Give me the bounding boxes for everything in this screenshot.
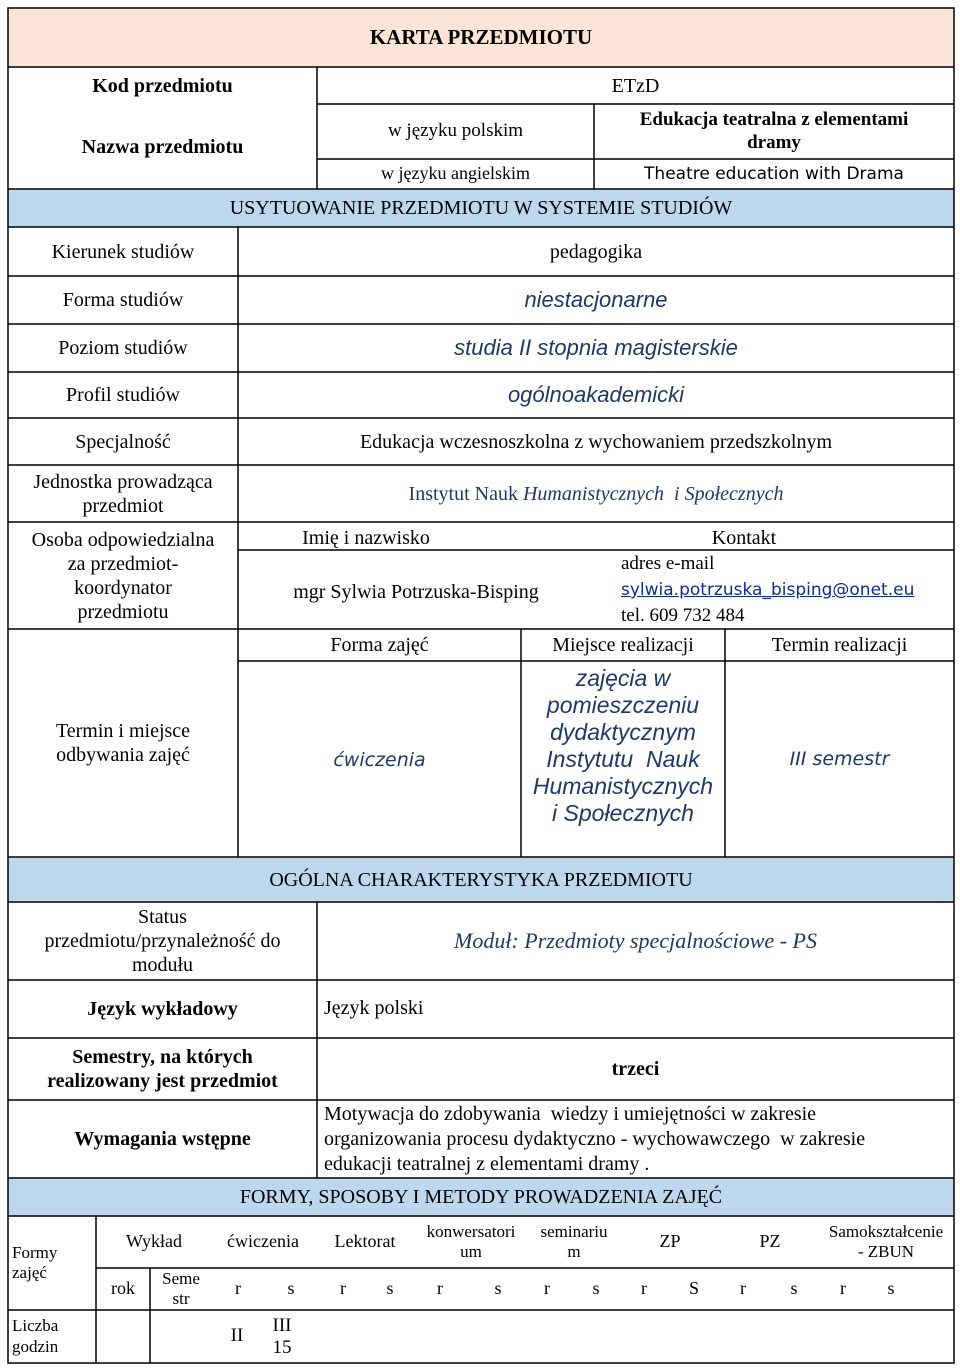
rs-cell: r [740,1278,746,1299]
poziom-value: studia II stopnia magisterskie [454,334,738,360]
kierunek-label: Kierunek studiów [51,240,195,263]
osoba-label-line-4: przedmiotu [77,600,169,623]
miejsce-line-5: Humanistycznych [532,773,714,800]
rs-cell: r [840,1278,846,1299]
header-wyklad: Wykład [126,1231,182,1252]
nazwa-label: Nazwa przedmiotu [81,135,244,158]
liczba-godzin-line-2: godzin [12,1336,59,1356]
wymagania-line-2: organizowania procesu dydaktyczno - wychowawczego w zakresie [324,1128,866,1150]
miejsce-line-4: Instytutu Nauk [546,746,700,772]
miejsce-line-6: i Społecznych [552,800,694,827]
osoba-phone: tel. 609 732 484 [621,605,745,626]
seminarium-line-2: m [567,1242,581,1261]
section-formy-heading: FORMY, SPOSOBY I METODY PROWADZENIA ZAJĘĆ [239,1186,723,1208]
status-label [8,902,317,980]
header-cwiczenia: ćwiczenia [227,1231,299,1252]
rs-cell: r [641,1278,647,1299]
jednostka-value-normal: Instytut Nauk [408,482,523,505]
header-samoksztalcenie [818,1216,954,1268]
subheader-rok: rok [111,1278,135,1299]
samoksztalcenie-line-2: - ZBUN [857,1242,915,1261]
nazwa-en-label: w języku angielskim [381,163,530,184]
termin-miejsce-header: Miejsce realizacji [552,634,694,656]
osoba-contact-header: Kontakt [711,527,777,549]
profil-value: ogólnoakademicki [507,381,685,407]
formy-row-label-line-1: Formy [12,1242,58,1262]
value-semestr-line-2: 15 [272,1336,292,1358]
status-label-line-3: modułu [131,954,194,976]
forma-value: niestacjonarne [524,286,668,312]
liczba-godzin-line-1: Liczba [12,1316,59,1336]
nazwa-pl-label: w języku polskim [387,120,524,142]
rs-cell: s [494,1278,502,1299]
jezyk-label: Język wykładowy [87,998,238,1020]
section-ogolna-heading: OGÓLNA CHARAKTERYSTYKA PRZEDMIOTU [269,869,693,891]
osoba-label-line-1: Osoba odpowiedzialna [31,528,215,551]
rs-cell: r [235,1278,241,1299]
osoba-name: mgr Sylwia Potrzuska-Bisping [293,581,539,603]
page-title: KARTA PRZEDMIOTU [369,24,593,49]
rs-cell: s [287,1278,295,1299]
status-value: Moduł: Przedmioty specjalnościowe - PS [454,927,817,953]
formy-row-label-line-2: zajęć [12,1263,47,1282]
nazwa-en-value: Theatre education with Drama [644,163,904,184]
value-semestr-line-1: III [272,1314,292,1336]
semestry-label [8,1038,317,1100]
wymagania-line-3: edukacji teatralnej z elementami dramy . [324,1153,650,1175]
termin-label [8,629,238,857]
specjalnosc-value: Edukacja wczesnoszkolna z wychowaniem przedszkolnym [359,430,833,453]
rs-subheader-row [0,1268,960,1310]
termin-termin-value: III semestr [789,748,890,770]
nazwa-pl-value [594,104,954,159]
status-label-line-1: Status [138,906,187,928]
osoba-email-label: adres e-mail [621,553,715,574]
header-lektorat: Lektorat [334,1231,396,1252]
jednostka-label-line-1: Jednostka prowadząca [33,470,213,493]
nazwa-pl-value-line-2: dramy [747,131,801,153]
jednostka-value-italic: Humanistycznych i Społecznych [522,482,784,505]
value-semestr [262,1310,302,1363]
wymagania-line-1: Motywacja do zdobywania wiedzy i umiejętności w zakresie [324,1103,817,1125]
jednostka-value-text [409,482,784,506]
rs-cell: r [340,1278,346,1299]
wymagania-label: Wymagania wstępne [74,1128,251,1150]
termin-label-line-2: odbywania zajęć [56,744,190,766]
forma-label: Forma studiów [62,289,184,311]
kierunek-value: pedagogika [549,240,643,263]
termin-termin-header: Termin realizacji [771,634,908,656]
status-label-line-2: przedmiotu/przynależność do [44,930,281,952]
rs-cell: s [386,1278,394,1299]
header-seminarium [528,1216,620,1268]
rs-cell: r [437,1278,443,1299]
miejsce-line-1: zajęcia w [575,664,671,691]
section-usytuowanie-heading: USYTUOWANIE PRZEDMIOTU W SYSTEMIE STUDIÓW [229,197,733,219]
jednostka-label [8,465,238,522]
osoba-email-link[interactable]: sylwia.potrzuska_bisping@onet.eu [621,580,915,600]
konwersatorium-line-2: um [460,1242,482,1261]
miejsce-line-3: dydaktycznym [550,718,696,745]
konwersatorium-line-1: konwersatori [426,1222,516,1242]
specjalnosc-label: Specjalność [75,430,171,453]
jednostka-label-line-2: przedmiot [82,494,164,517]
nazwa-pl-value-line-1: Edukacja teatralna z elementami [639,108,909,130]
termin-miejsce-value [521,662,725,830]
rs-cell: s [592,1278,600,1299]
rs-cell: s [790,1278,798,1299]
samoksztalcenie-line-1: Samokształcenie [828,1222,944,1242]
profil-label: Profil studiów [66,384,180,406]
semestry-label-line-1: Semestry, na których [72,1046,253,1068]
semestr-line-1: Seme [162,1269,200,1289]
osoba-label-line-3: koordynator [74,576,172,599]
termin-forma-header: Forma zajęć [330,634,429,656]
header-pz: PZ [759,1231,781,1252]
miejsce-line-2: pomieszczeniu [546,691,700,718]
rs-cell: r [544,1278,550,1299]
header-zp: ZP [659,1231,681,1252]
termin-forma-value: ćwiczenia [333,749,426,771]
kod-label: Kod przedmiotu [92,74,233,97]
jednostka-value [238,465,954,522]
poziom-label: Poziom studiów [58,337,188,359]
semestry-label-line-2: realizowany jest przedmiot [47,1070,278,1092]
jezyk-value: Język polski [324,997,424,1019]
rs-cell: S [688,1278,699,1299]
seminarium-line-1: seminariu [540,1222,608,1242]
rs-cell: s [887,1278,895,1299]
value-rok: II [230,1325,244,1347]
header-konwersatorium [416,1216,526,1268]
termin-label-line-1: Termin i miejsce [55,720,191,742]
osoba-label [8,522,238,629]
semestry-value: trzeci [611,1058,660,1080]
kod-value: ETzD [611,74,660,97]
osoba-label-line-2: za przedmiot- [67,552,179,575]
semestr-line-2: str [172,1289,190,1308]
osoba-name-header: Imię i nazwisko [302,527,430,549]
liczba-godzin-label [8,1310,96,1363]
